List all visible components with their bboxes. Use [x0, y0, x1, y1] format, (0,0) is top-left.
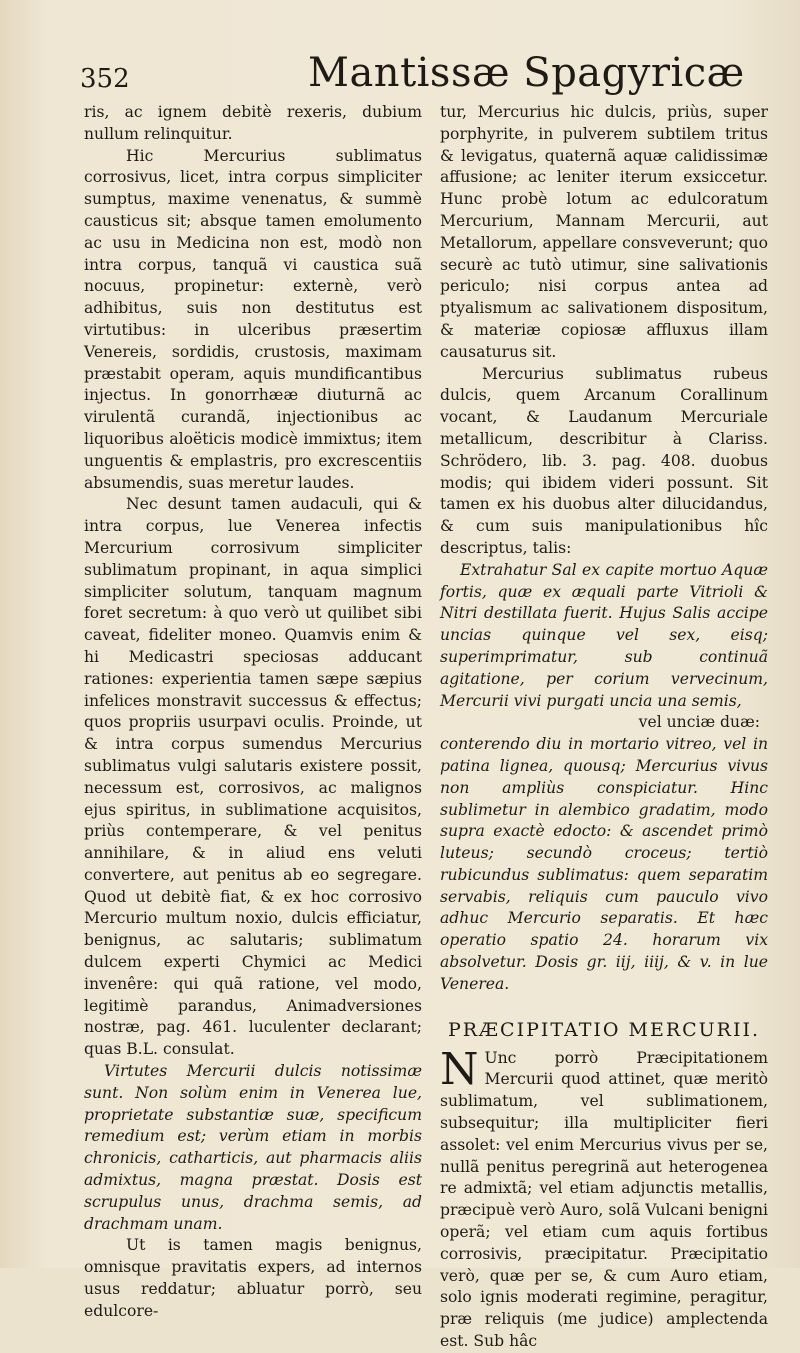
section-heading: PRÆCIPITATIO MERCURII. [447, 1018, 761, 1041]
running-title: Mantissæ Spagyricæ [308, 50, 745, 96]
paragraph: ris, ac ignem debitè rexeris, dubium nullum relinquitur. [84, 103, 422, 143]
paragraph: tur, Mercurius hic dulcis, priùs, super porphyrite, in pulverem subtilem tritus & levigatus, quaternã aquæ calidissimæ affusione; ac leniter iterum exsiccetur. Hunc probè lotum ac edulcoratum Mercurium, Mannam Mercurii, aut Metallorum, appellare consveverunt; quo securè ac tutò utimur, sine salivationis periculo; nisi corpus antea ad ptyalismum ac salivationem dispositum, & materiæ copiosæ affluxus illam causaturus sit. [440, 103, 768, 361]
paragraph: Hic Mercurius sublimatus corrosivus, licet, intra corpus simpliciter sumptus, maxime venenatus, & summè causticus sit; absque tamen emolumento ac usu in Medicina non est, modò non intra corpus, tanquã vi caustica suã nocuus, propinetur: externè, verò adhibitus, suis non destitutus est virtutibus: in ulceribus præsertim Venereis, sordidis, crustosis, maximam præstabit operam, aquis mundificantibus injectus. In gonorrhææ diuturnã ac virulentã curandã, injectionibus ac liquoribus aloëticis modicè immixtus; item unguentis & emplastris, pro excrescentiis absumendis, suas meretur laudes. [84, 146, 422, 492]
left-column [84, 102, 422, 1323]
paragraph: Mercurius sublimatus rubeus dulcis, quem Arcanum Corallinum vocant, & Laudanum Mercuriale metallicum, describitur à Clariss. Schrödero, lib. 3. pag. 408. duobus modis; qui ibidem videri possunt. Sit tamen ex his duobus alter dilucidandus, & cum suis manipulationibus hîc descriptus, talis: [440, 364, 768, 557]
section-paragraph [440, 1043, 768, 1353]
recipe-paragraph: conterendo diu in mortario vitreo, vel in patina lignea, quousq; Mercurius vivus non ampliùs conspiciatur. Hinc sublimetur in alembico gradatim, modo supra exactè edocto: & ascendet primò luteus; secundò croceus; tertiò rubicundus sublimatus: quem separatim servabis, reliquis cum pauculo vivo adhuc Mercurio separatis. Et hæc operatio spatio 24. horarum vix absolvetur. Dosis gr. iij, iiij, & v. in lue Venerea. [440, 735, 768, 993]
right-column [440, 102, 768, 1353]
recipe-paragraph: Extrahatur Sal ex capite mortuo Aquæ fortis, quæ ex æquali parte Vitrioli & Nitri destillata fuerit. Hujus Salis accipe uncias quinque vel sex, eisq; superimprimatur, sub continuã agitatione, per corium vervecinum, Mercurii vivi purgati uncia una semis, [440, 560, 768, 710]
page-number: 352 [80, 64, 130, 94]
paragraph-italic: Virtutes Mercurii dulcis notissimæ sunt. Non solùm enim in Venerea lue, proprietate substantiæ suæ, specificum remedium est; verùm etiam in morbis chronicis, catharticis, aut pharmacis aliis admixtus, magna præstat. Dosis est scrupulus unus, drachma semis, ad drachmam unam. [84, 1062, 422, 1233]
drop-cap: N [440, 1043, 479, 1095]
paragraph: Ut is tamen magis benignus, omnisque pravitatis expers, ad internos usus reddatur; abluatur porrò, seu edulcore- [84, 1236, 422, 1320]
recipe-line-right: vel unciæ duæ: [638, 713, 760, 732]
section-text: Unc porrò Præcipitationem Mercurii quod attinet, quæ meritò sublimatum, vel sublimationem, subsequitur; illa multipliciter fieri assolet: vel enim Mercurius vivus per se, nullã penitus peregrinã aut heterogenea re admixtã; vel etiam adjunctis metallis, præcipuè verò Auro, solã Vulcani benigni operã; vel etiam cum aquis fortibus corrosivis, præcipitatur. Præcipitatio verò, quæ per se, & cum Auro etiam, solo ignis moderati regimine, peragitur, præ reliquis (me judice) amplectenda est. Sub hâc [440, 1048, 768, 1351]
paragraph: Nec desunt tamen audaculi, qui & intra corpus, lue Venerea infectis Mercurium corrosivum simpliciter sublimatum propinant, in aqua simplici simpliciter solutum, tanquam magnum foret secretum: à quo verò ut quilibet sibi caveat, fideliter moneo. Quamvis enim & hi Medicastri speciosas adducant rationes: experientia tamen sæpe sæpius infelices monstravit successus & effectus; quos propriis usurpavi oculis. Proinde, ut & intra corpus sumendus Mercurius sublimatus vulgi salutaris existere possit, necessum est, corrosivos, ac malignos ejus spiritus, in sublimatione acquisitos, priùs contemperare, & vel penitus annihilare, & in aliud ens veluti convertere, aut penitus ab eo segregare. Quod ut debitè fiat, & ex hoc corrosivo Mercurio multum noxio, dulcis efficiatur, benignus, ac salutaris; sublimatum dulcem experti Chymici ac Medici invenêre: qui quã ratione, vel modo, legitimè parandus, Animadversiones nostræ, pag. 461. luculenter declarant; quas B.L. consulat. [84, 495, 422, 1059]
page-header [80, 50, 772, 100]
